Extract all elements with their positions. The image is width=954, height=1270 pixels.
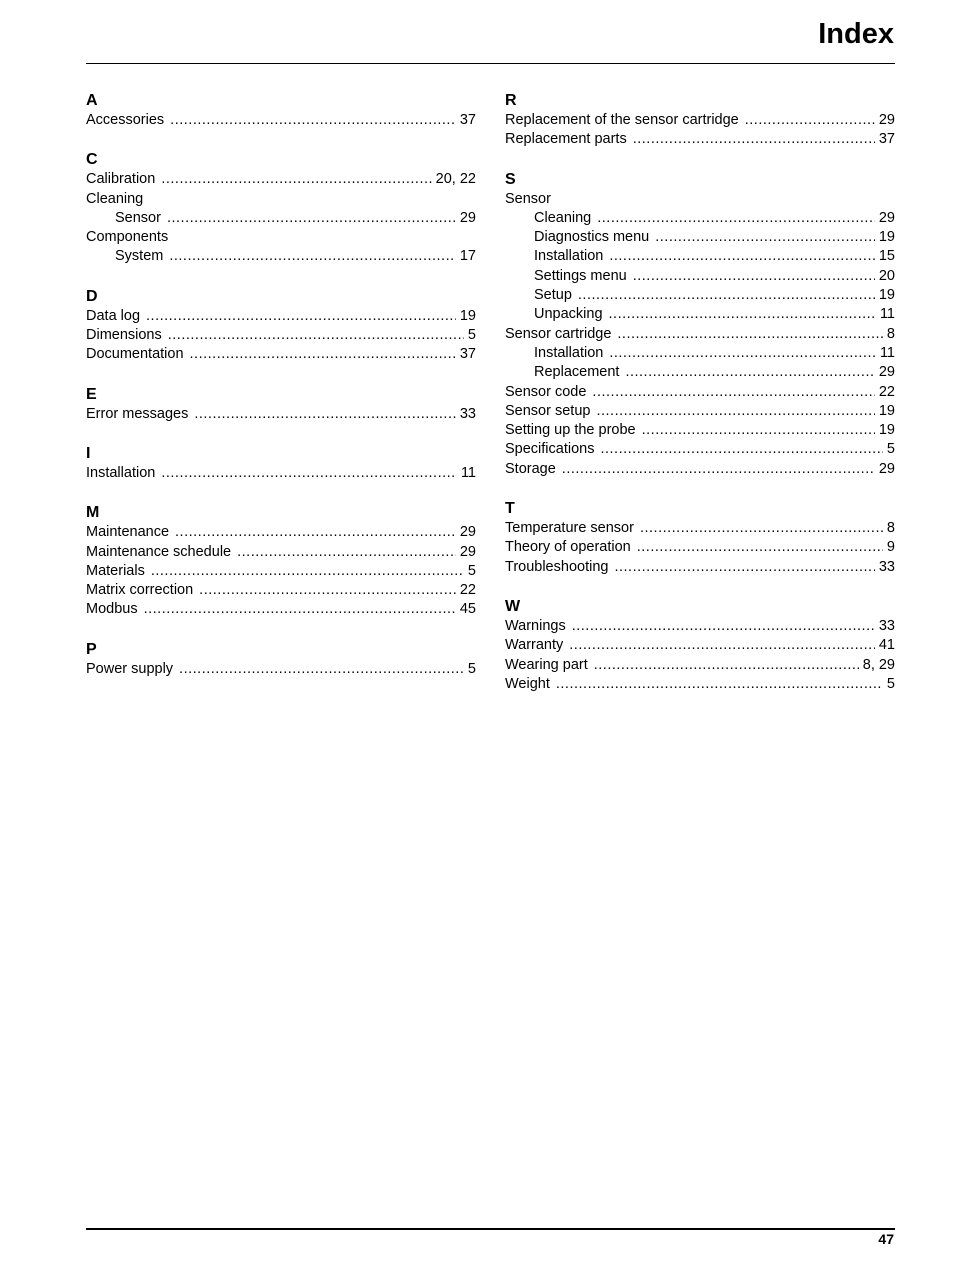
dot-leader bbox=[633, 130, 875, 149]
index-entry bbox=[505, 305, 895, 324]
dot-leader bbox=[592, 383, 874, 402]
index-section bbox=[505, 597, 895, 694]
index-page-ref: 19 bbox=[878, 287, 895, 304]
dot-leader bbox=[151, 562, 464, 581]
index-entry bbox=[505, 130, 895, 149]
index-term: Warranty bbox=[505, 637, 564, 654]
dot-leader bbox=[237, 543, 456, 562]
index-entry bbox=[505, 558, 895, 577]
index-page-ref: 5 bbox=[886, 675, 895, 692]
index-page-ref: 5 bbox=[886, 441, 895, 458]
index-section bbox=[505, 170, 895, 479]
index-term: Power supply bbox=[86, 660, 174, 677]
index-page-ref: 5 bbox=[467, 327, 476, 344]
index-entry bbox=[86, 326, 476, 345]
dot-leader bbox=[597, 209, 875, 228]
index-page-ref: 29 bbox=[878, 209, 895, 226]
index-term: Diagnostics menu bbox=[534, 229, 650, 246]
index-page-ref: 11 bbox=[460, 464, 476, 481]
dot-leader bbox=[179, 660, 464, 679]
dot-leader bbox=[168, 326, 464, 345]
index-section bbox=[86, 444, 476, 483]
index-term: Components bbox=[86, 229, 169, 246]
index-entry bbox=[505, 228, 895, 247]
page-number: 47 bbox=[878, 1231, 894, 1247]
section-letter: S bbox=[505, 170, 516, 188]
index-page-ref: 33 bbox=[878, 558, 895, 575]
dot-leader bbox=[640, 519, 883, 538]
index-term: System bbox=[115, 248, 164, 265]
index-page-ref: 29 bbox=[459, 209, 476, 226]
index-entry bbox=[86, 600, 476, 619]
index-entry bbox=[86, 209, 476, 228]
index-term: Maintenance bbox=[86, 524, 170, 541]
index-entry bbox=[505, 267, 895, 286]
index-section bbox=[86, 287, 476, 365]
index-page-ref: 17 bbox=[459, 248, 476, 265]
index-entry bbox=[505, 190, 895, 209]
index-entry bbox=[505, 440, 895, 459]
index-entry bbox=[505, 538, 895, 557]
index-term: Documentation bbox=[86, 346, 184, 363]
index-section bbox=[86, 503, 476, 619]
index-page-ref: 19 bbox=[459, 307, 476, 324]
index-section bbox=[505, 91, 895, 150]
index-page-ref: 11 bbox=[879, 306, 895, 323]
index-page-ref: 29 bbox=[459, 524, 476, 541]
index-entry bbox=[86, 543, 476, 562]
dot-leader bbox=[146, 307, 456, 326]
dot-leader bbox=[161, 170, 431, 189]
index-entry bbox=[505, 286, 895, 305]
index-term: Maintenance schedule bbox=[86, 543, 232, 560]
index-entry bbox=[505, 519, 895, 538]
index-entry bbox=[86, 345, 476, 364]
index-page-ref: 8, 29 bbox=[862, 656, 895, 673]
dot-leader bbox=[572, 617, 875, 636]
index-page-ref: 37 bbox=[459, 346, 476, 363]
index-entry bbox=[86, 660, 476, 679]
index-entry bbox=[86, 562, 476, 581]
index-term: Sensor setup bbox=[505, 402, 591, 419]
index-term: Troubleshooting bbox=[505, 558, 609, 575]
index-term: Sensor bbox=[505, 190, 551, 207]
section-letter: C bbox=[86, 151, 98, 169]
dot-leader bbox=[625, 363, 874, 382]
section-letter: D bbox=[86, 287, 98, 305]
index-page-ref: 37 bbox=[878, 131, 895, 148]
index-page-ref: 8 bbox=[886, 520, 895, 537]
index-entry bbox=[86, 170, 476, 189]
index-term: Dimensions bbox=[86, 327, 162, 344]
dot-leader bbox=[633, 267, 875, 286]
section-letter: I bbox=[86, 444, 91, 462]
index-entry bbox=[505, 675, 895, 694]
dot-leader bbox=[614, 558, 874, 577]
index-page-ref: 5 bbox=[467, 562, 476, 579]
dot-leader bbox=[609, 305, 876, 324]
index-term: Replacement of the sensor cartridge bbox=[505, 112, 739, 128]
index-term: Wearing part bbox=[505, 656, 588, 673]
header-rule bbox=[86, 63, 895, 64]
dot-leader bbox=[175, 523, 456, 542]
index-page-ref: 20 bbox=[878, 267, 895, 284]
index-column-right bbox=[505, 91, 895, 714]
index-section bbox=[86, 385, 476, 424]
dot-leader bbox=[594, 656, 859, 675]
dot-leader bbox=[609, 344, 876, 363]
index-section bbox=[86, 150, 476, 266]
index-term: Setup bbox=[534, 287, 572, 304]
dot-leader bbox=[642, 421, 875, 440]
index-section bbox=[86, 91, 476, 130]
index-page-ref: 33 bbox=[459, 405, 476, 422]
index-term: Settings menu bbox=[534, 267, 627, 284]
dot-leader bbox=[199, 581, 456, 600]
index-page-ref: 29 bbox=[459, 543, 476, 560]
index-entry bbox=[505, 636, 895, 655]
index-page-ref: 29 bbox=[878, 112, 895, 128]
index-term: Materials bbox=[86, 562, 145, 579]
index-entry bbox=[86, 247, 476, 266]
index-section bbox=[505, 499, 895, 577]
index-term: Installation bbox=[534, 248, 604, 265]
index-page-ref: 19 bbox=[878, 229, 895, 246]
index-entry bbox=[505, 247, 895, 266]
section-letter: W bbox=[505, 597, 521, 615]
index-term: Replacement bbox=[534, 364, 620, 381]
index-page-ref: 41 bbox=[878, 637, 895, 654]
index-page-ref: 19 bbox=[878, 402, 895, 419]
index-column-left bbox=[86, 91, 476, 699]
index-term: Matrix correction bbox=[86, 582, 194, 599]
index-entry bbox=[505, 209, 895, 228]
index-term: Weight bbox=[505, 675, 550, 692]
index-page-ref: 8 bbox=[886, 325, 895, 342]
dot-leader bbox=[169, 247, 456, 266]
index-entry bbox=[505, 617, 895, 636]
index-term: Replacement parts bbox=[505, 131, 627, 148]
dot-leader bbox=[556, 675, 883, 694]
index-page-ref: 33 bbox=[878, 617, 895, 634]
index-entry bbox=[86, 581, 476, 600]
index-page-ref: 9 bbox=[886, 539, 895, 556]
index-term: Modbus bbox=[86, 601, 138, 618]
index-entry bbox=[86, 405, 476, 424]
section-letter: R bbox=[505, 92, 517, 109]
index-page-ref: 5 bbox=[467, 660, 476, 677]
index-page-ref: 45 bbox=[459, 601, 476, 618]
index-entry bbox=[86, 190, 476, 209]
index-entry bbox=[505, 460, 895, 479]
index-term: Data log bbox=[86, 307, 141, 324]
index-page-ref: 37 bbox=[459, 112, 476, 128]
section-letter: T bbox=[505, 500, 515, 518]
index-term: Calibration bbox=[86, 171, 156, 188]
dot-leader bbox=[578, 286, 875, 305]
footer-rule bbox=[86, 1228, 895, 1230]
index-term: Sensor bbox=[115, 209, 161, 226]
index-entry bbox=[505, 344, 895, 363]
index-page-ref: 22 bbox=[878, 383, 895, 400]
index-term: Storage bbox=[505, 460, 556, 477]
dot-leader bbox=[170, 111, 456, 130]
index-page-ref: 19 bbox=[878, 422, 895, 439]
index-page-ref: 29 bbox=[878, 460, 895, 477]
index-page-ref: 20, 22 bbox=[435, 171, 476, 188]
index-section bbox=[86, 640, 476, 679]
dot-leader bbox=[617, 325, 883, 344]
index-entry bbox=[505, 383, 895, 402]
section-letter: M bbox=[86, 504, 100, 522]
index-entry bbox=[505, 325, 895, 344]
dot-leader bbox=[637, 538, 883, 557]
page-title: Index bbox=[818, 18, 894, 50]
index-term: Setting up the probe bbox=[505, 422, 636, 439]
index-entry bbox=[505, 656, 895, 675]
index-term: Sensor cartridge bbox=[505, 325, 612, 342]
index-page-ref: 29 bbox=[878, 364, 895, 381]
index-term: Cleaning bbox=[86, 190, 144, 207]
index-term: Cleaning bbox=[534, 209, 592, 226]
index-term: Installation bbox=[534, 344, 604, 361]
section-letter: A bbox=[86, 92, 98, 109]
dot-leader bbox=[745, 111, 875, 130]
index-entry bbox=[505, 421, 895, 440]
dot-leader bbox=[609, 247, 875, 266]
index-entry bbox=[505, 402, 895, 421]
index-page-ref: 15 bbox=[878, 248, 895, 265]
index-term: Warnings bbox=[505, 617, 566, 634]
dot-leader bbox=[144, 600, 456, 619]
index-page-ref: 11 bbox=[879, 344, 895, 361]
index-entry bbox=[86, 111, 476, 130]
index-term: Theory of operation bbox=[505, 539, 631, 556]
index-term: Accessories bbox=[86, 112, 165, 128]
section-letter: P bbox=[86, 640, 97, 658]
index-entry bbox=[505, 111, 895, 130]
dot-leader bbox=[569, 636, 875, 655]
dot-leader bbox=[194, 405, 456, 424]
index-entry bbox=[505, 363, 895, 382]
index-entry bbox=[86, 228, 476, 247]
index-term: Specifications bbox=[505, 441, 595, 458]
index-term: Error messages bbox=[86, 405, 189, 422]
index-entry bbox=[86, 523, 476, 542]
dot-leader bbox=[190, 345, 456, 364]
index-term: Unpacking bbox=[534, 306, 603, 323]
index-term: Temperature sensor bbox=[505, 520, 634, 537]
dot-leader bbox=[596, 402, 874, 421]
index-entry bbox=[86, 464, 476, 483]
index-entry bbox=[86, 307, 476, 326]
index-page-ref: 22 bbox=[459, 582, 476, 599]
dot-leader bbox=[161, 464, 457, 483]
dot-leader bbox=[562, 460, 875, 479]
dot-leader bbox=[600, 440, 882, 459]
index-term: Sensor code bbox=[505, 383, 587, 400]
dot-leader bbox=[655, 228, 875, 247]
section-letter: E bbox=[86, 385, 97, 403]
index-term: Installation bbox=[86, 464, 156, 481]
dot-leader bbox=[167, 209, 456, 228]
